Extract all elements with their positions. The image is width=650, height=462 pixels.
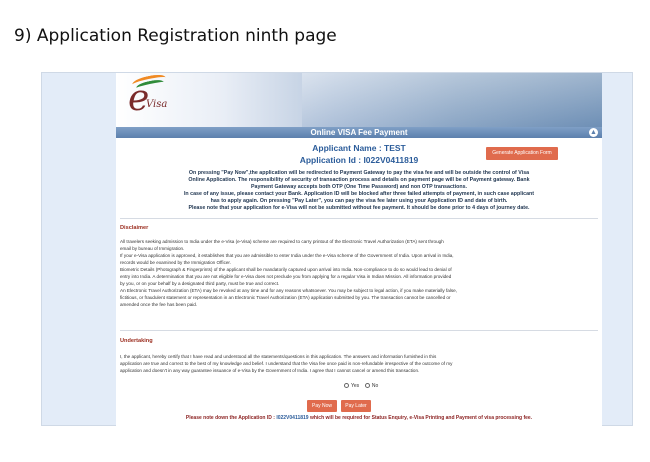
notice-line: has to apply again. On pressing "Pay Later", you can pay the visa fee later using your Application ID and date of birth. [210, 198, 508, 204]
disclaimer-line: An Electronic Travel Authorization (ETA) may be revoked at any time and for any reasons whatsoever. You may be subject to legal action, if you make materially false, [120, 288, 457, 293]
no-radio[interactable] [365, 383, 370, 388]
slide-title: 9) Application Registration ninth page [14, 26, 337, 46]
payment-notice [120, 170, 598, 212]
notice-line: On pressing "Pay Now",the application will be redirected to Payment Gateway to pay the visa fee and will be outside the control of Visa [188, 170, 530, 176]
disclaimer-line: entry into India. A determination that you are not eligible for e-Visa does not preclude you from applying for a regular Visa in Indian Mission. All information provided [120, 274, 452, 279]
undertaking-line: application are true and correct to the best of my knowledge and belief. I understand that the Visa fee once paid is non-refundable irrespective of the outcome of my [120, 361, 453, 366]
footer-suffix: which will be required for Status Enquiry, e-Visa Printing and Payment of visa processing fee. [308, 415, 533, 421]
payment-page [116, 73, 602, 427]
banner-photo [302, 73, 602, 127]
divider [120, 218, 598, 219]
notice-line: Please note that your application for e-Visa will not be submitted without fee payment. It should be done prior to 4 days of journey date. [188, 205, 530, 211]
agreement-radio-group [116, 383, 602, 389]
footer-prefix: Please note down the Application ID : [185, 415, 277, 421]
pay-now-button[interactable]: Pay Now [307, 400, 337, 412]
disclaimer-line: fictitious, or fraudulent statement or representation in an Electronic Travel Authorization (ETA) application submitted by you. The transaction cannot be cancelled or [120, 295, 451, 300]
application-id: Application Id : I022V0411819 [299, 155, 419, 165]
footer-note [116, 415, 602, 421]
disclaimer-line: If your e-Visa application is approved, it establishes that you are admissible to enter India under the e-Visa scheme of the Government of India. Upon arrival in India, [120, 253, 454, 258]
page-title: Online VISA Fee Payment [310, 128, 408, 137]
divider [120, 330, 598, 331]
page-title-bar [116, 127, 602, 138]
notice-line: Online Application. The responsibility of security of transaction process and details on payment page will be of Payment gateway. Bank [188, 177, 530, 183]
applicant-name: Applicant Name : TEST [312, 143, 406, 153]
undertaking-text [120, 353, 598, 374]
collapse-up-icon[interactable]: ▲ [590, 129, 597, 136]
yes-label: Yes [350, 383, 360, 389]
disclaimer-line: email by bureau of Immigration. [120, 246, 185, 251]
disclaimer-line: Biometric Details (Photograph & Fingerprints) of the applicant shall be mandatorily captured upon arrival into India. Non-compliance to do so would lead to denial of [120, 267, 452, 272]
disclaimer-line: All travelers seeking admission to India under the e-Visa (e-Visa) scheme are required to carry printout of the Electronic Travel Authorization (ETA) sent through [120, 239, 444, 244]
header-banner [116, 73, 602, 127]
disclaimer-line: amended once the fee has been paid. [120, 302, 198, 307]
disclaimer-line: by you, or on your behalf by a designated third party, must be true and correct. [120, 281, 280, 286]
screenshot-frame [41, 72, 633, 426]
undertaking-line: I, the applicant, hereby certify that I have read and understood all the statements/questions in this application. The answers and information furnished in this [120, 354, 437, 359]
footer-application-id: I022V0411819 [276, 415, 309, 421]
logo-letter: e [128, 78, 150, 119]
yes-radio[interactable] [344, 383, 349, 388]
notice-line: Payment Gateway accepts both OTP (One Time Password) and non OTP transactions. [250, 184, 468, 190]
generate-application-form-button[interactable]: Generate Application Form [486, 147, 558, 160]
undertaking-heading: Undertaking [120, 338, 153, 344]
logo-word: Visa [146, 99, 168, 110]
notice-line: In case of any issue, please contact your Bank. Application ID will be blocked after three failed attempts of payment, in such case applicant [183, 191, 535, 197]
undertaking-line: application and doesn't in any way guarantee issuance of e-Visa by the Government of India. I agree that I cannot cancel or amend this transaction. [120, 368, 420, 373]
pay-later-button[interactable]: Pay Later [341, 400, 371, 412]
disclaimer-text [120, 238, 598, 308]
disclaimer-heading: Disclaimer [120, 225, 149, 231]
disclaimer-line: records would be examined by the Immigration Officer. [120, 260, 231, 265]
no-label: No [371, 383, 379, 389]
